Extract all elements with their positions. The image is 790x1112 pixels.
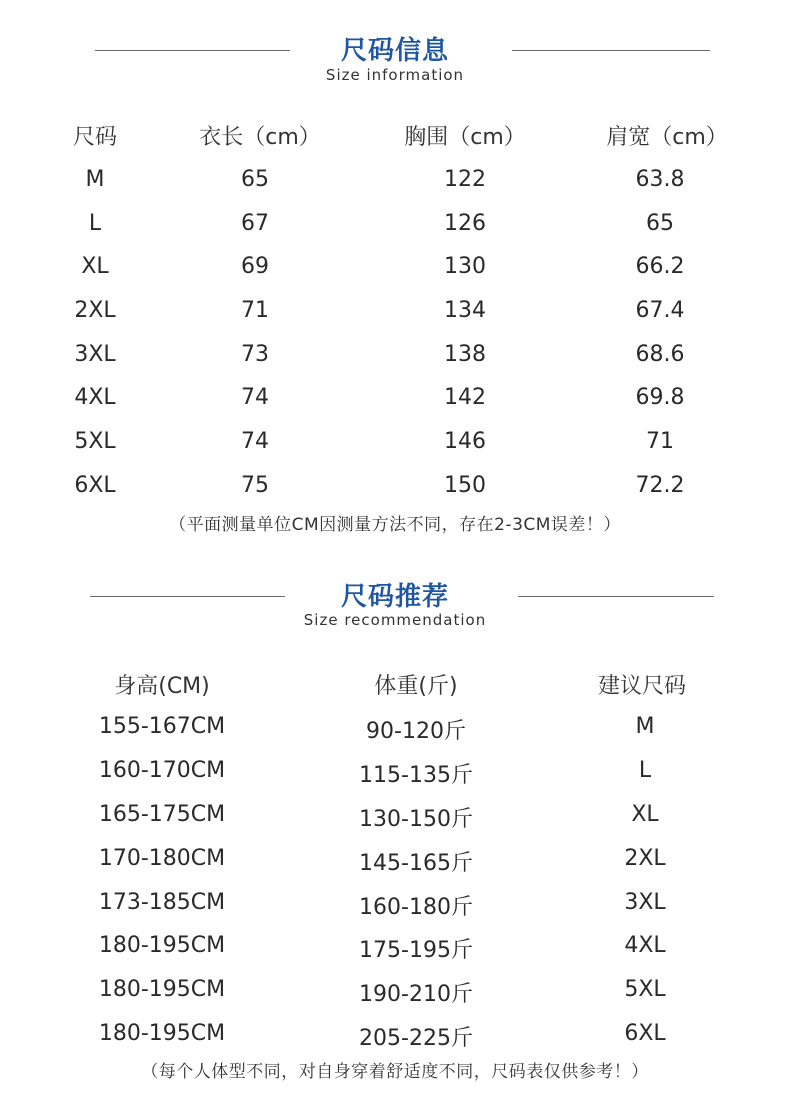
size-rec-subtitle: Size recommendation <box>303 611 487 629</box>
col-header-chest: 胸围（cm） <box>404 125 526 150</box>
cell-length: 69 <box>241 254 269 279</box>
cell-chest: 134 <box>444 298 486 323</box>
cell-height: 155-167CM <box>98 714 226 739</box>
table-row <box>0 473 790 503</box>
cell-height: 180-195CM <box>98 1021 226 1046</box>
col-header-shoulder: 肩宽（cm） <box>606 125 728 150</box>
cell-length: 71 <box>241 298 269 323</box>
table-row <box>0 429 790 459</box>
cell-size: M <box>635 714 655 739</box>
cell-height: 173-185CM <box>98 890 226 915</box>
cell-length: 75 <box>241 473 269 498</box>
cell-shoulder: 65 <box>646 211 674 236</box>
table-row <box>0 1021 790 1051</box>
table-row <box>0 385 790 415</box>
size-info-subtitle: Size information <box>325 66 465 84</box>
size-info-note: （平面测量单位CM因测量方法不同，存在2-3CM误差！） <box>169 515 621 535</box>
cell-shoulder: 68.6 <box>635 342 685 367</box>
cell-chest: 138 <box>444 342 486 367</box>
cell-shoulder: 66.2 <box>635 254 685 279</box>
cell-shoulder: 69.8 <box>635 385 685 410</box>
cell-size: L <box>88 211 102 236</box>
cell-size: 3XL <box>74 342 116 367</box>
cell-chest: 126 <box>444 211 486 236</box>
cell-weight: 115-135斤 <box>359 763 473 788</box>
cell-size: 3XL <box>624 890 666 915</box>
col-header-recommended-size: 建议尺码 <box>597 674 687 699</box>
table-row <box>0 254 790 284</box>
cell-weight: 175-195斤 <box>359 938 473 963</box>
col-header-size: 尺码 <box>72 125 118 150</box>
cell-length: 65 <box>241 167 269 192</box>
cell-weight: 130-150斤 <box>359 807 473 832</box>
size-rec-note: （每个人体型不同，对自身穿着舒适度不同，尺码表仅供参考！） <box>141 1062 649 1082</box>
cell-chest: 122 <box>444 167 486 192</box>
table-row <box>0 758 790 788</box>
cell-size: XL <box>631 802 659 827</box>
cell-height: 180-195CM <box>98 933 226 958</box>
table-row <box>0 298 790 328</box>
cell-size: M <box>85 167 105 192</box>
cell-length: 74 <box>241 429 269 454</box>
cell-size: 5XL <box>74 429 116 454</box>
cell-height: 180-195CM <box>98 977 226 1002</box>
cell-chest: 146 <box>444 429 486 454</box>
size-info-header-row <box>0 120 790 150</box>
cell-size: 4XL <box>624 933 666 958</box>
cell-chest: 150 <box>444 473 486 498</box>
cell-length: 67 <box>241 211 269 236</box>
cell-height: 160-170CM <box>98 758 226 783</box>
cell-size: 2XL <box>74 298 116 323</box>
cell-size: 6XL <box>624 1021 666 1046</box>
cell-size: 4XL <box>74 385 116 410</box>
table-row <box>0 211 790 241</box>
size-rec-title: 尺码推荐 <box>340 582 449 612</box>
table-row <box>0 846 790 876</box>
table-row <box>0 342 790 372</box>
size-rec-header-row <box>0 669 790 699</box>
cell-size: 5XL <box>624 977 666 1002</box>
cell-weight: 190-210斤 <box>359 982 473 1007</box>
cell-shoulder: 67.4 <box>635 298 685 323</box>
cell-size: L <box>638 758 652 783</box>
table-row <box>0 977 790 1007</box>
cell-length: 74 <box>241 385 269 410</box>
cell-shoulder: 72.2 <box>635 473 685 498</box>
cell-shoulder: 63.8 <box>635 167 685 192</box>
table-row <box>0 890 790 920</box>
cell-weight: 145-165斤 <box>359 851 473 876</box>
col-header-height: 身高(CM) <box>114 674 210 699</box>
table-row <box>0 167 790 197</box>
cell-shoulder: 71 <box>646 429 674 454</box>
size-info-title: 尺码信息 <box>340 36 449 66</box>
cell-chest: 142 <box>444 385 486 410</box>
cell-size: 6XL <box>74 473 116 498</box>
table-row <box>0 933 790 963</box>
cell-weight: 90-120斤 <box>366 719 466 744</box>
cell-weight: 205-225斤 <box>359 1026 473 1051</box>
table-row <box>0 714 790 744</box>
cell-chest: 130 <box>444 254 486 279</box>
col-header-weight: 体重(斤) <box>374 674 458 699</box>
cell-weight: 160-180斤 <box>359 895 473 920</box>
cell-size: XL <box>81 254 109 279</box>
col-header-length: 衣长（cm） <box>199 125 321 150</box>
table-row <box>0 802 790 832</box>
cell-height: 170-180CM <box>98 846 226 871</box>
cell-length: 73 <box>241 342 269 367</box>
cell-size: 2XL <box>624 846 666 871</box>
cell-height: 165-175CM <box>98 802 226 827</box>
